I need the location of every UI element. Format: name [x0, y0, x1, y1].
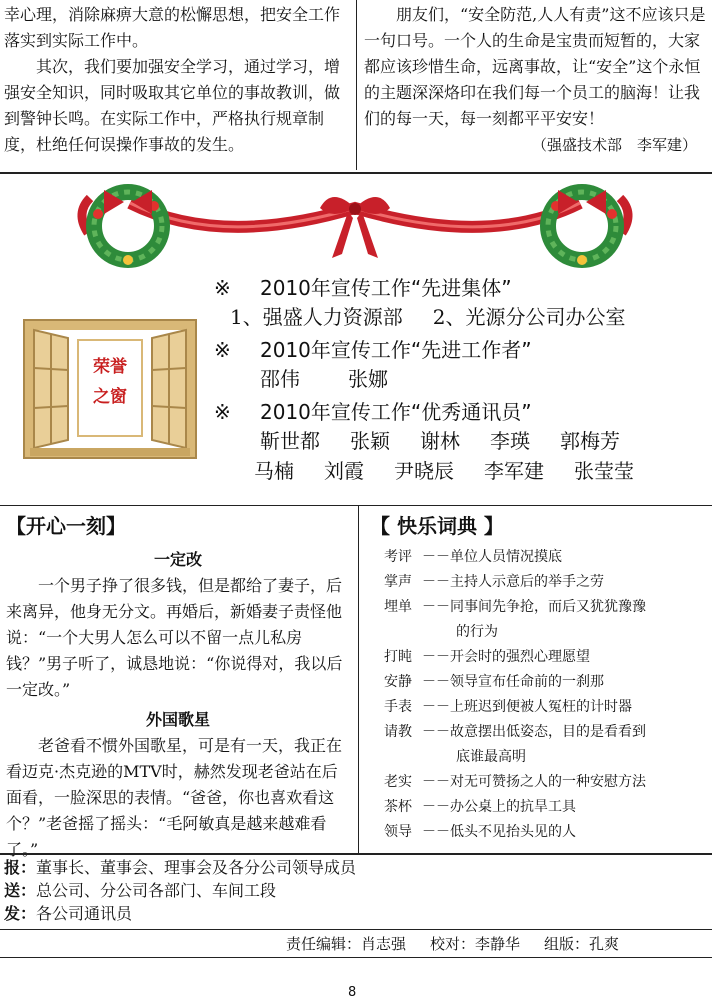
award-names: 靳世都 张颖 谢林 李瑛 郭梅芳: [260, 429, 620, 453]
joke-title: 一定改: [153, 550, 202, 569]
editor-credit: 责任编辑：肖志强: [286, 935, 407, 953]
layout-credit: 组版：孔爽: [544, 935, 620, 953]
joke-title: 外国歌星: [145, 710, 210, 729]
divider-line: [0, 957, 712, 958]
paragraph: 朋友们，“安全防范,人人有责”这不应该只是一句口号。一个人的生命是宝贵而短暂的，大家都应该珍惜生命，远离事故，让“安全”这个永恒的主题深深烙印在我们每一个员工的脑海！让我们的每一天，每一刻都平平安安！: [364, 5, 706, 128]
credits-line: [286, 933, 619, 956]
dict-entry: 安静 －－领导宣布任命前的一刹那: [384, 674, 604, 690]
award-title: ※ 2010年宣传工作“先进集体”: [214, 276, 512, 300]
dict-entry: 老实 －－对无可赞扬之人的一种安慰方法: [384, 774, 646, 790]
honor-window-image: [22, 318, 198, 460]
signature: （强盛技术部 李军建）: [531, 136, 697, 154]
proof-credit: 校对：李静华: [430, 935, 521, 953]
distribution-block: [4, 856, 704, 925]
dict-entry: 埋单 －－同事间先争抢，而后又犹犹豫豫: [384, 599, 646, 615]
top-right-column: [364, 2, 709, 158]
dictionary-list: [370, 545, 710, 845]
award-title: ※ 2010年宣传工作“先进工作者”: [214, 338, 532, 362]
wreath-left: [93, 190, 162, 265]
dict-entry: 底谁最高明: [456, 749, 526, 765]
divider-line: [0, 853, 712, 855]
dict-entry: 茶杯 －－办公桌上的抗旱工具: [384, 799, 576, 815]
dict-entry: 打盹 －－开会时的强烈心理愿望: [384, 649, 590, 665]
dict-entry: 领导 －－低头不见抬头见的人: [384, 824, 576, 840]
dict-entry: 的行为: [456, 624, 498, 640]
issue-line: 发：各公司通讯员: [4, 904, 133, 923]
section-heading: 【开心一刻】: [6, 514, 126, 538]
award-title: ※ 2010年宣传工作“优秀通讯员”: [214, 400, 532, 424]
happy-moment-section: [6, 510, 350, 863]
dict-entry: 请教 －－故意摆出低姿态，目的是看看到: [384, 724, 646, 740]
report-line: 报：董事长、董事会、理事会及各分公司领导成员: [4, 858, 357, 877]
column-divider: [358, 506, 359, 854]
paragraph: 其次，我们要加强安全学习，通过学习，增强安全知识，同时吸取其它单位的事故教训，做到警钟长鸣。在实际工作中，严格执行规章制度，杜绝任何误操作事故的发生。: [4, 57, 341, 154]
ribbon-wreath-decoration: [70, 178, 640, 273]
award-names: 1、强盛人力资源部 2、光源分公司办公室: [230, 305, 626, 329]
paragraph: 幸心理，消除麻痹大意的松懈思想，把安全工作落实到实际工作中。: [4, 5, 341, 50]
joke-text: 老爸看不惯外国歌星，可是有一天，我正在看迈克·杰克逊的MTV时，赫然发现老爸站在后面看，一脸深思的表情。“爸爸，你也喜欢看这个？”老爸摇了摇头：“毛阿敏真是越来越难看了。”: [6, 736, 343, 859]
honor-window-label: 荣誉: [93, 357, 127, 377]
honor-list: [214, 274, 694, 486]
top-left-column: [4, 2, 349, 158]
happy-dictionary-section: [370, 510, 710, 845]
dict-entry: 掌声 －－主持人示意后的举手之劳: [384, 574, 604, 590]
award-names: 邵伟 张娜: [260, 367, 388, 391]
honor-window-label: 之窗: [93, 387, 127, 407]
send-line: 送：总公司、分公司各部门、车间工段: [4, 881, 277, 900]
divider-line: [0, 172, 712, 174]
joke-text: 一个男子挣了很多钱，但是都给了妻子，后来离异，他身无分文。再婚后，新婚妻子责怪他说：“一个大男人怎么可以不留一点儿私房钱？”男子听了，诚恳地说：“你说得对，我以后一定改。”: [6, 576, 343, 699]
section-heading: 【 快乐词典 】: [370, 514, 504, 538]
divider-line: [0, 505, 712, 506]
divider-line: [0, 929, 712, 930]
dict-entry: 手表 －－上班迟到便被人冤枉的计时器: [384, 699, 632, 715]
page-number: 8: [348, 985, 357, 1000]
dict-entry: 考评 －－单位人员情况摸底: [384, 549, 562, 565]
wreath-right: [548, 190, 617, 265]
column-divider: [356, 0, 357, 170]
award-names: 马楠 刘霞 尹晓辰 李军建 张莹莹: [254, 459, 634, 483]
